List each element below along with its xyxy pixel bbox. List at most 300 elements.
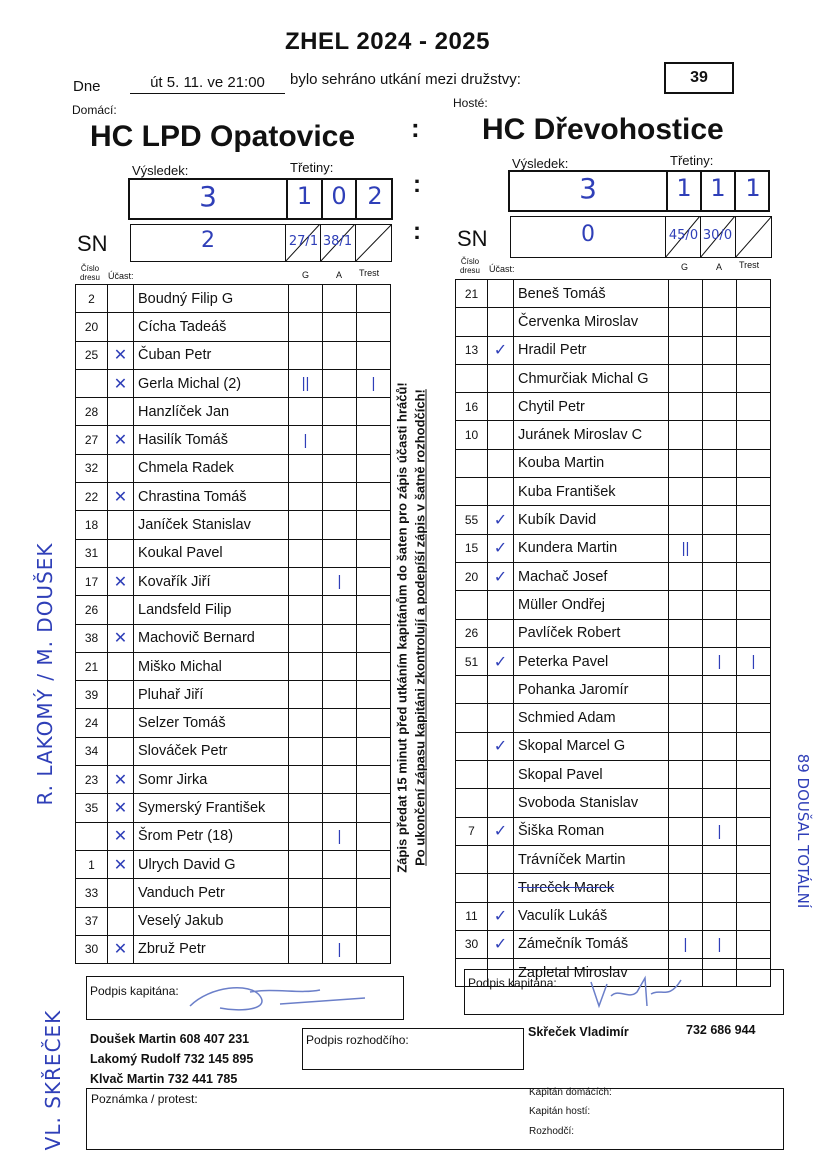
player-presence[interactable] — [488, 619, 514, 647]
player-number[interactable] — [456, 308, 488, 336]
date-value[interactable]: út 5. 11. ve 21:00 — [130, 74, 285, 94]
player-assists[interactable] — [703, 591, 737, 619]
player-penalty[interactable] — [737, 930, 771, 958]
player-assists[interactable] — [703, 449, 737, 477]
player-name[interactable]: Cícha Tadeáš — [134, 313, 289, 341]
player-penalty[interactable] — [737, 874, 771, 902]
player-number[interactable] — [456, 676, 488, 704]
match-number[interactable]: 39 — [664, 62, 734, 94]
player-assists[interactable] — [323, 709, 357, 737]
player-penalty[interactable] — [357, 313, 391, 341]
away-period-1[interactable]: 1 — [676, 174, 692, 202]
player-presence[interactable] — [108, 652, 134, 680]
player-presence[interactable]: ✓ — [488, 902, 514, 930]
player-name[interactable]: Skopal Marcel G — [514, 732, 669, 760]
player-goals[interactable] — [289, 454, 323, 482]
player-penalty[interactable] — [737, 280, 771, 308]
player-penalty[interactable] — [357, 454, 391, 482]
player-assists[interactable] — [323, 879, 357, 907]
player-goals[interactable] — [669, 732, 703, 760]
player-number[interactable] — [456, 449, 488, 477]
player-number[interactable]: 55 — [456, 506, 488, 534]
home-period-2[interactable]: 0 — [331, 182, 347, 210]
player-name[interactable]: Müller Ondřej — [514, 591, 669, 619]
player-penalty[interactable] — [737, 902, 771, 930]
player-penalty[interactable] — [357, 709, 391, 737]
player-goals[interactable] — [669, 591, 703, 619]
player-assists[interactable] — [703, 562, 737, 590]
player-assists[interactable] — [703, 280, 737, 308]
player-penalty[interactable] — [357, 879, 391, 907]
player-assists[interactable] — [323, 483, 357, 511]
player-assists[interactable] — [703, 421, 737, 449]
player-penalty[interactable] — [737, 449, 771, 477]
player-assists[interactable] — [703, 393, 737, 421]
player-name[interactable]: Schmied Adam — [514, 704, 669, 732]
player-penalty[interactable] — [737, 308, 771, 336]
player-presence[interactable] — [108, 596, 134, 624]
player-number[interactable]: 27 — [76, 426, 108, 454]
player-name[interactable]: Vaculík Lukáš — [514, 902, 669, 930]
player-presence[interactable] — [488, 280, 514, 308]
player-assists[interactable] — [323, 341, 357, 369]
player-presence[interactable]: ✕ — [108, 794, 134, 822]
player-number[interactable]: 24 — [76, 709, 108, 737]
player-number[interactable]: 10 — [456, 421, 488, 449]
player-presence[interactable]: ✕ — [108, 426, 134, 454]
player-assists[interactable] — [703, 308, 737, 336]
player-number[interactable]: 26 — [456, 619, 488, 647]
player-assists[interactable] — [703, 761, 737, 789]
player-goals[interactable] — [289, 794, 323, 822]
away-sn-period-1[interactable]: 45/0 — [668, 228, 699, 243]
player-name[interactable]: Chmurčiak Michal G — [514, 364, 669, 392]
player-presence[interactable] — [108, 681, 134, 709]
player-goals[interactable] — [289, 652, 323, 680]
player-name[interactable]: Hanzlíček Jan — [134, 398, 289, 426]
player-goals[interactable] — [669, 704, 703, 732]
player-assists[interactable] — [323, 681, 357, 709]
player-penalty[interactable]: | — [357, 369, 391, 397]
player-presence[interactable]: ✓ — [488, 336, 514, 364]
player-goals[interactable] — [289, 681, 323, 709]
player-assists[interactable]: | — [703, 647, 737, 675]
player-goals[interactable]: | — [669, 930, 703, 958]
player-penalty[interactable] — [357, 737, 391, 765]
player-assists[interactable]: | — [323, 567, 357, 595]
player-number[interactable] — [456, 591, 488, 619]
player-presence[interactable]: ✕ — [108, 822, 134, 850]
player-number[interactable]: 32 — [76, 454, 108, 482]
player-presence[interactable] — [108, 879, 134, 907]
player-presence[interactable] — [488, 761, 514, 789]
player-penalty[interactable]: | — [737, 647, 771, 675]
player-number[interactable]: 33 — [76, 879, 108, 907]
player-name[interactable]: Čuban Petr — [134, 341, 289, 369]
player-name[interactable]: Kovařík Jiří — [134, 567, 289, 595]
player-number[interactable]: 13 — [456, 336, 488, 364]
player-goals[interactable] — [669, 478, 703, 506]
player-presence[interactable]: ✓ — [488, 647, 514, 675]
player-penalty[interactable] — [737, 534, 771, 562]
player-name[interactable]: Symerský František — [134, 794, 289, 822]
player-number[interactable]: 23 — [76, 766, 108, 794]
player-presence[interactable] — [108, 907, 134, 935]
player-assists[interactable] — [323, 907, 357, 935]
home-sn-value[interactable]: 2 — [201, 228, 215, 253]
away-sn-period-2[interactable]: 30/0 — [702, 228, 733, 243]
player-penalty[interactable] — [737, 761, 771, 789]
player-number[interactable]: 11 — [456, 902, 488, 930]
player-assists[interactable] — [323, 285, 357, 313]
player-assists[interactable] — [703, 478, 737, 506]
player-assists[interactable] — [703, 704, 737, 732]
player-penalty[interactable] — [357, 794, 391, 822]
player-goals[interactable] — [669, 902, 703, 930]
player-number[interactable]: 35 — [76, 794, 108, 822]
player-assists[interactable] — [703, 874, 737, 902]
player-presence[interactable] — [108, 313, 134, 341]
player-penalty[interactable] — [737, 676, 771, 704]
player-assists[interactable] — [323, 454, 357, 482]
player-goals[interactable] — [289, 624, 323, 652]
player-name[interactable]: Pohanka Jaromír — [514, 676, 669, 704]
player-number[interactable]: 20 — [76, 313, 108, 341]
player-number[interactable]: 26 — [76, 596, 108, 624]
player-number[interactable]: 25 — [76, 341, 108, 369]
player-number[interactable]: 18 — [76, 511, 108, 539]
player-goals[interactable] — [289, 567, 323, 595]
player-assists[interactable] — [703, 619, 737, 647]
player-number[interactable]: 1 — [76, 850, 108, 878]
player-penalty[interactable] — [737, 478, 771, 506]
player-assists[interactable]: | — [703, 930, 737, 958]
player-goals[interactable] — [669, 817, 703, 845]
player-penalty[interactable] — [357, 596, 391, 624]
player-number[interactable] — [456, 364, 488, 392]
player-assists[interactable] — [323, 766, 357, 794]
player-number[interactable]: 38 — [76, 624, 108, 652]
player-presence[interactable]: ✕ — [108, 341, 134, 369]
player-assists[interactable]: | — [323, 935, 357, 963]
player-penalty[interactable] — [357, 511, 391, 539]
player-goals[interactable] — [669, 789, 703, 817]
player-number[interactable]: 34 — [76, 737, 108, 765]
player-presence[interactable] — [108, 737, 134, 765]
player-assists[interactable] — [323, 426, 357, 454]
home-period-3[interactable]: 2 — [367, 182, 383, 210]
player-penalty[interactable] — [737, 704, 771, 732]
player-assists[interactable] — [703, 506, 737, 534]
player-number[interactable]: 22 — [76, 483, 108, 511]
player-goals[interactable] — [669, 506, 703, 534]
player-name[interactable]: Ulrych David G — [134, 850, 289, 878]
player-penalty[interactable] — [737, 732, 771, 760]
player-goals[interactable] — [289, 483, 323, 511]
player-number[interactable]: 30 — [76, 935, 108, 963]
player-assists[interactable] — [323, 369, 357, 397]
player-goals[interactable] — [669, 393, 703, 421]
player-presence[interactable]: ✓ — [488, 930, 514, 958]
player-number[interactable] — [76, 369, 108, 397]
player-number[interactable]: 7 — [456, 817, 488, 845]
player-penalty[interactable] — [357, 822, 391, 850]
player-penalty[interactable] — [357, 935, 391, 963]
player-name[interactable]: Trávníček Martin — [514, 845, 669, 873]
player-number[interactable] — [456, 845, 488, 873]
player-presence[interactable]: ✓ — [488, 817, 514, 845]
player-name[interactable]: Zbruž Petr — [134, 935, 289, 963]
player-penalty[interactable] — [737, 845, 771, 873]
player-number[interactable] — [456, 761, 488, 789]
player-name[interactable]: Chmela Radek — [134, 454, 289, 482]
player-goals[interactable] — [669, 280, 703, 308]
player-number[interactable]: 17 — [76, 567, 108, 595]
player-goals[interactable]: || — [289, 369, 323, 397]
player-goals[interactable] — [289, 822, 323, 850]
player-goals[interactable] — [289, 766, 323, 794]
player-name[interactable]: Kuba František — [514, 478, 669, 506]
player-name[interactable]: Zapletal Miroslav — [514, 959, 669, 987]
player-number[interactable]: 28 — [76, 398, 108, 426]
player-assists[interactable] — [703, 789, 737, 817]
player-number[interactable]: 31 — [76, 539, 108, 567]
player-number[interactable] — [456, 704, 488, 732]
player-assists[interactable] — [703, 902, 737, 930]
player-assists[interactable] — [323, 624, 357, 652]
player-name[interactable]: Machač Josef — [514, 562, 669, 590]
player-penalty[interactable] — [357, 341, 391, 369]
player-name[interactable]: Chytil Petr — [514, 393, 669, 421]
player-assists[interactable] — [323, 539, 357, 567]
player-penalty[interactable] — [357, 850, 391, 878]
player-penalty[interactable] — [357, 624, 391, 652]
player-name[interactable]: Landsfeld Filip — [134, 596, 289, 624]
player-penalty[interactable] — [737, 336, 771, 364]
player-presence[interactable]: ✕ — [108, 567, 134, 595]
away-period-2[interactable]: 1 — [710, 174, 726, 202]
player-number[interactable]: 30 — [456, 930, 488, 958]
player-name[interactable]: Koukal Pavel — [134, 539, 289, 567]
player-presence[interactable] — [108, 539, 134, 567]
player-number[interactable]: 37 — [76, 907, 108, 935]
player-number[interactable] — [456, 478, 488, 506]
player-name[interactable]: Pavlíček Robert — [514, 619, 669, 647]
player-penalty[interactable] — [357, 681, 391, 709]
player-assists[interactable] — [323, 652, 357, 680]
player-name[interactable]: Tureček Marek — [514, 874, 669, 902]
player-penalty[interactable] — [357, 652, 391, 680]
player-assists[interactable] — [703, 676, 737, 704]
player-penalty[interactable] — [737, 506, 771, 534]
player-goals[interactable] — [289, 596, 323, 624]
player-assists[interactable] — [703, 732, 737, 760]
away-score[interactable]: 3 — [579, 172, 597, 205]
player-goals[interactable] — [289, 907, 323, 935]
player-name[interactable]: Slováček Petr — [134, 737, 289, 765]
player-number[interactable]: 21 — [76, 652, 108, 680]
home-period-1[interactable]: 1 — [296, 182, 313, 210]
player-assists[interactable] — [703, 336, 737, 364]
player-goals[interactable]: | — [289, 426, 323, 454]
player-presence[interactable]: ✕ — [108, 624, 134, 652]
player-presence[interactable]: ✕ — [108, 850, 134, 878]
player-assists[interactable] — [323, 596, 357, 624]
player-goals[interactable] — [669, 449, 703, 477]
player-name[interactable]: Selzer Tomáš — [134, 709, 289, 737]
player-goals[interactable] — [289, 398, 323, 426]
player-name[interactable]: Zámečník Tomáš — [514, 930, 669, 958]
player-presence[interactable] — [488, 845, 514, 873]
player-penalty[interactable] — [357, 907, 391, 935]
player-presence[interactable] — [488, 393, 514, 421]
player-number[interactable] — [76, 822, 108, 850]
player-assists[interactable] — [323, 794, 357, 822]
player-name[interactable]: Veselý Jakub — [134, 907, 289, 935]
player-presence[interactable] — [108, 454, 134, 482]
player-presence[interactable] — [488, 676, 514, 704]
player-name[interactable]: Peterka Pavel — [514, 647, 669, 675]
player-assists[interactable] — [703, 845, 737, 873]
player-presence[interactable]: ✓ — [488, 732, 514, 760]
home-score[interactable]: 3 — [199, 180, 217, 213]
player-name[interactable]: Pluhař Jiří — [134, 681, 289, 709]
player-goals[interactable] — [669, 336, 703, 364]
player-goals[interactable] — [669, 647, 703, 675]
player-presence[interactable] — [488, 704, 514, 732]
player-goals[interactable] — [669, 845, 703, 873]
player-goals[interactable] — [289, 935, 323, 963]
player-goals[interactable] — [669, 562, 703, 590]
player-name[interactable]: Kubík David — [514, 506, 669, 534]
player-presence[interactable] — [488, 308, 514, 336]
player-penalty[interactable] — [737, 421, 771, 449]
player-presence[interactable] — [108, 398, 134, 426]
player-penalty[interactable] — [357, 398, 391, 426]
away-period-3[interactable]: 1 — [745, 174, 761, 202]
player-name[interactable]: Šrom Petr (18) — [134, 822, 289, 850]
player-number[interactable] — [456, 874, 488, 902]
player-number[interactable]: 20 — [456, 562, 488, 590]
player-penalty[interactable] — [357, 766, 391, 794]
player-name[interactable]: Kundera Martin — [514, 534, 669, 562]
player-name[interactable]: Svoboda Stanislav — [514, 789, 669, 817]
player-goals[interactable] — [669, 676, 703, 704]
player-penalty[interactable] — [737, 393, 771, 421]
player-number[interactable]: 16 — [456, 393, 488, 421]
player-assists[interactable] — [323, 737, 357, 765]
player-name[interactable]: Janíček Stanislav — [134, 511, 289, 539]
player-name[interactable]: Beneš Tomáš — [514, 280, 669, 308]
player-presence[interactable]: ✕ — [108, 935, 134, 963]
player-presence[interactable]: ✓ — [488, 562, 514, 590]
player-name[interactable]: Chrastina Tomáš — [134, 483, 289, 511]
player-name[interactable]: Machovič Bernard — [134, 624, 289, 652]
player-goals[interactable] — [669, 619, 703, 647]
player-assists[interactable] — [703, 534, 737, 562]
player-penalty[interactable] — [737, 619, 771, 647]
player-presence[interactable] — [488, 364, 514, 392]
player-goals[interactable] — [669, 421, 703, 449]
player-name[interactable]: Šiška Roman — [514, 817, 669, 845]
player-goals[interactable] — [289, 737, 323, 765]
player-name[interactable]: Skopal Pavel — [514, 761, 669, 789]
player-penalty[interactable] — [737, 364, 771, 392]
player-presence[interactable] — [488, 421, 514, 449]
player-number[interactable] — [456, 789, 488, 817]
player-presence[interactable] — [488, 478, 514, 506]
away-sn-value[interactable]: 0 — [581, 222, 595, 247]
player-penalty[interactable] — [737, 817, 771, 845]
player-presence[interactable] — [108, 511, 134, 539]
player-penalty[interactable] — [357, 567, 391, 595]
player-name[interactable]: Juránek Miroslav C — [514, 421, 669, 449]
player-goals[interactable] — [289, 511, 323, 539]
player-number[interactable] — [456, 732, 488, 760]
player-number[interactable]: 39 — [76, 681, 108, 709]
player-name[interactable]: Hradil Petr — [514, 336, 669, 364]
player-name[interactable]: Kouba Martin — [514, 449, 669, 477]
player-assists[interactable] — [323, 313, 357, 341]
player-assists[interactable] — [323, 511, 357, 539]
player-penalty[interactable] — [737, 562, 771, 590]
player-presence[interactable] — [488, 874, 514, 902]
player-goals[interactable] — [289, 879, 323, 907]
player-name[interactable]: Boudný Filip G — [134, 285, 289, 313]
player-goals[interactable] — [289, 313, 323, 341]
player-goals[interactable] — [669, 761, 703, 789]
player-goals[interactable] — [289, 709, 323, 737]
player-goals[interactable] — [669, 364, 703, 392]
player-presence[interactable]: ✓ — [488, 506, 514, 534]
player-goals[interactable] — [289, 341, 323, 369]
home-sn-period-2[interactable]: 38/1 — [322, 234, 353, 249]
player-name[interactable]: Miško Michal — [134, 652, 289, 680]
player-name[interactable]: Červenka Miroslav — [514, 308, 669, 336]
player-presence[interactable]: ✓ — [488, 534, 514, 562]
player-number[interactable]: 21 — [456, 280, 488, 308]
player-goals[interactable] — [669, 308, 703, 336]
player-name[interactable]: Hasilík Tomáš — [134, 426, 289, 454]
player-goals[interactable] — [289, 539, 323, 567]
player-number[interactable]: 2 — [76, 285, 108, 313]
player-assists[interactable]: | — [703, 817, 737, 845]
player-presence[interactable]: ✕ — [108, 369, 134, 397]
player-name[interactable]: Somr Jirka — [134, 766, 289, 794]
player-assists[interactable] — [703, 364, 737, 392]
player-penalty[interactable] — [737, 789, 771, 817]
player-goals[interactable] — [289, 850, 323, 878]
player-penalty[interactable] — [357, 539, 391, 567]
player-presence[interactable]: ✕ — [108, 766, 134, 794]
player-assists[interactable] — [323, 850, 357, 878]
player-goals[interactable]: || — [669, 534, 703, 562]
player-penalty[interactable] — [357, 426, 391, 454]
player-goals[interactable] — [669, 874, 703, 902]
player-assists[interactable] — [323, 398, 357, 426]
player-presence[interactable] — [488, 789, 514, 817]
player-penalty[interactable] — [357, 483, 391, 511]
player-name[interactable]: Gerla Michal (2) — [134, 369, 289, 397]
player-number[interactable]: 15 — [456, 534, 488, 562]
player-presence[interactable]: ✕ — [108, 483, 134, 511]
player-number[interactable]: 51 — [456, 647, 488, 675]
player-assists[interactable]: | — [323, 822, 357, 850]
player-presence[interactable] — [108, 285, 134, 313]
player-presence[interactable] — [108, 709, 134, 737]
home-sn-period-1[interactable]: 27/1 — [288, 234, 319, 249]
player-name[interactable]: Vanduch Petr — [134, 879, 289, 907]
